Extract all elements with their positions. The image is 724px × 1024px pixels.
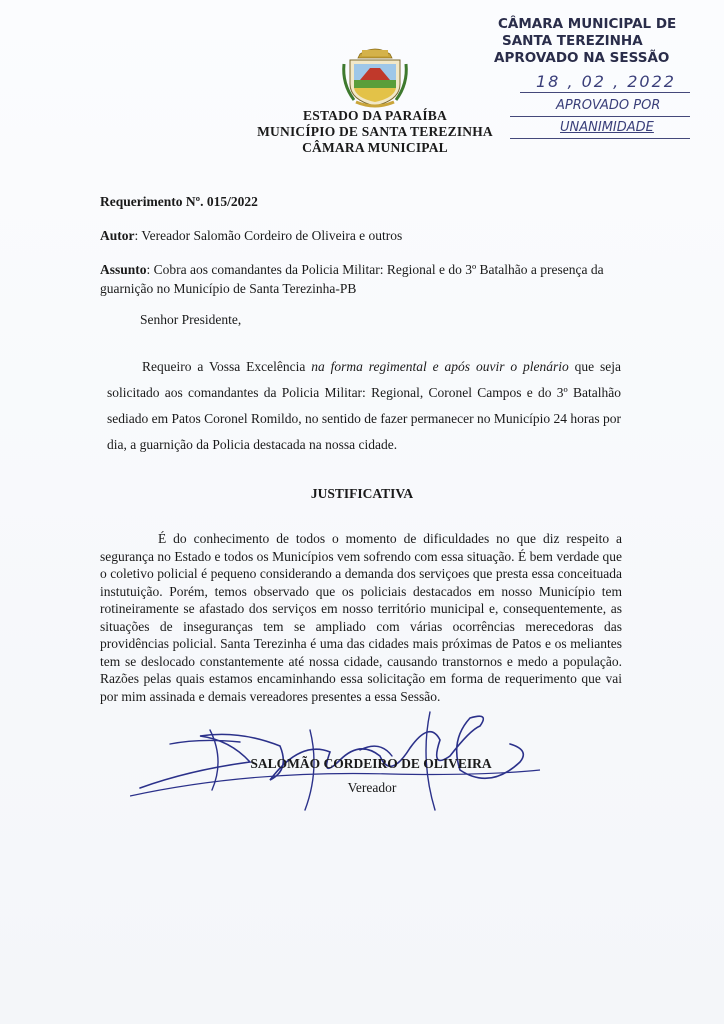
stamp-date: 18 , 02 , 2022 — [536, 72, 676, 91]
header-municipality: MUNICÍPIO DE SANTA TEREZINHA — [257, 124, 493, 139]
coat-of-arms-icon — [340, 44, 410, 108]
request-text-c: que seja solicitado aos comandantes da Policia Militar: Regional, Coronel Campos e do 3º Batalhão sediado em Patos Coronel Romildo, no sentido de fazer permanecer no Município 24 horas por dia, a guarnição da Policia destacada na nossa cidade. — [107, 359, 622, 452]
stamp-date-line — [520, 92, 690, 93]
stamp-note-1-line — [510, 116, 690, 117]
approval-stamp — [494, 16, 709, 67]
stamp-line-3: APROVADO NA SESSÃO — [494, 50, 670, 66]
stamp-note-2-line — [510, 138, 690, 139]
salutation: Senhor Presidente, — [140, 312, 242, 327]
autor-value: : Vereador Salomão Cordeiro de Oliveira e outros — [134, 228, 403, 243]
request-text-italic: na forma regimental e após ouvir o plenário — [311, 359, 569, 374]
stamp-note-1: APROVADO POR — [556, 98, 661, 113]
stamp-line-2: SANTA TEREZINHA — [502, 33, 643, 49]
letterhead — [240, 108, 510, 156]
stamp-note-2: UNANIMIDADE — [560, 120, 654, 135]
assunto-field — [100, 260, 660, 298]
header-chamber: CÂMARA MUNICIPAL — [302, 140, 448, 155]
request-paragraph — [107, 354, 621, 458]
signatory-name: SALOMÃO CORDEIRO DE OLIVEIRA — [250, 756, 492, 771]
justification-paragraph: É do conhecimento de todos o momento de dificuldades no que diz respeito a segurança no Estado e todos os Municípios vem sofrendo com essa situação. É bem verdade que o coletivo policial é pequeno considerando a demanda dos serviçoes que presta essa conceituada instutuição. Porém, temos observado que os policiais destacados em nosso Município tem rotineiramente se afastado dos serviços em nosso território municipal e, consequentemente, as situações de inseguranças tem se ampliado com várias ocorrências merecedoras das providências policial. Santa Terezinha é uma das cidades mais próximas de Patos e os meliantes tem se deslocado constantemente até nossa cidade, causando transtornos e medo a população. Razões pelas quais estamos encaminhando essa solicitação em forma de requerimento que vai por mim assinada e demais vereadores presentes a essa Sessão. — [100, 531, 622, 704]
justification-title: JUSTIFICATIVA — [310, 486, 414, 501]
requerimento-number — [100, 192, 660, 211]
assunto-value: : Cobra aos comandantes da Policia Militar: Regional e do 3º Batalhão a presença da guarnição no Município de Santa Terezinha-PB — [100, 262, 604, 296]
request-text-a: Requeiro a Vossa Excelência — [142, 359, 312, 374]
requerimento-label: Requerimento Nº. 015/2022 — [100, 194, 258, 209]
autor-field — [100, 226, 660, 245]
autor-label: Autor — [100, 228, 135, 243]
stamp-line-1: CÂMARA MUNICIPAL DE — [498, 16, 677, 32]
signatory-role: Vereador — [347, 780, 397, 795]
header-state: ESTADO DA PARAÍBA — [303, 108, 447, 123]
assunto-label: Assunto — [100, 262, 147, 277]
